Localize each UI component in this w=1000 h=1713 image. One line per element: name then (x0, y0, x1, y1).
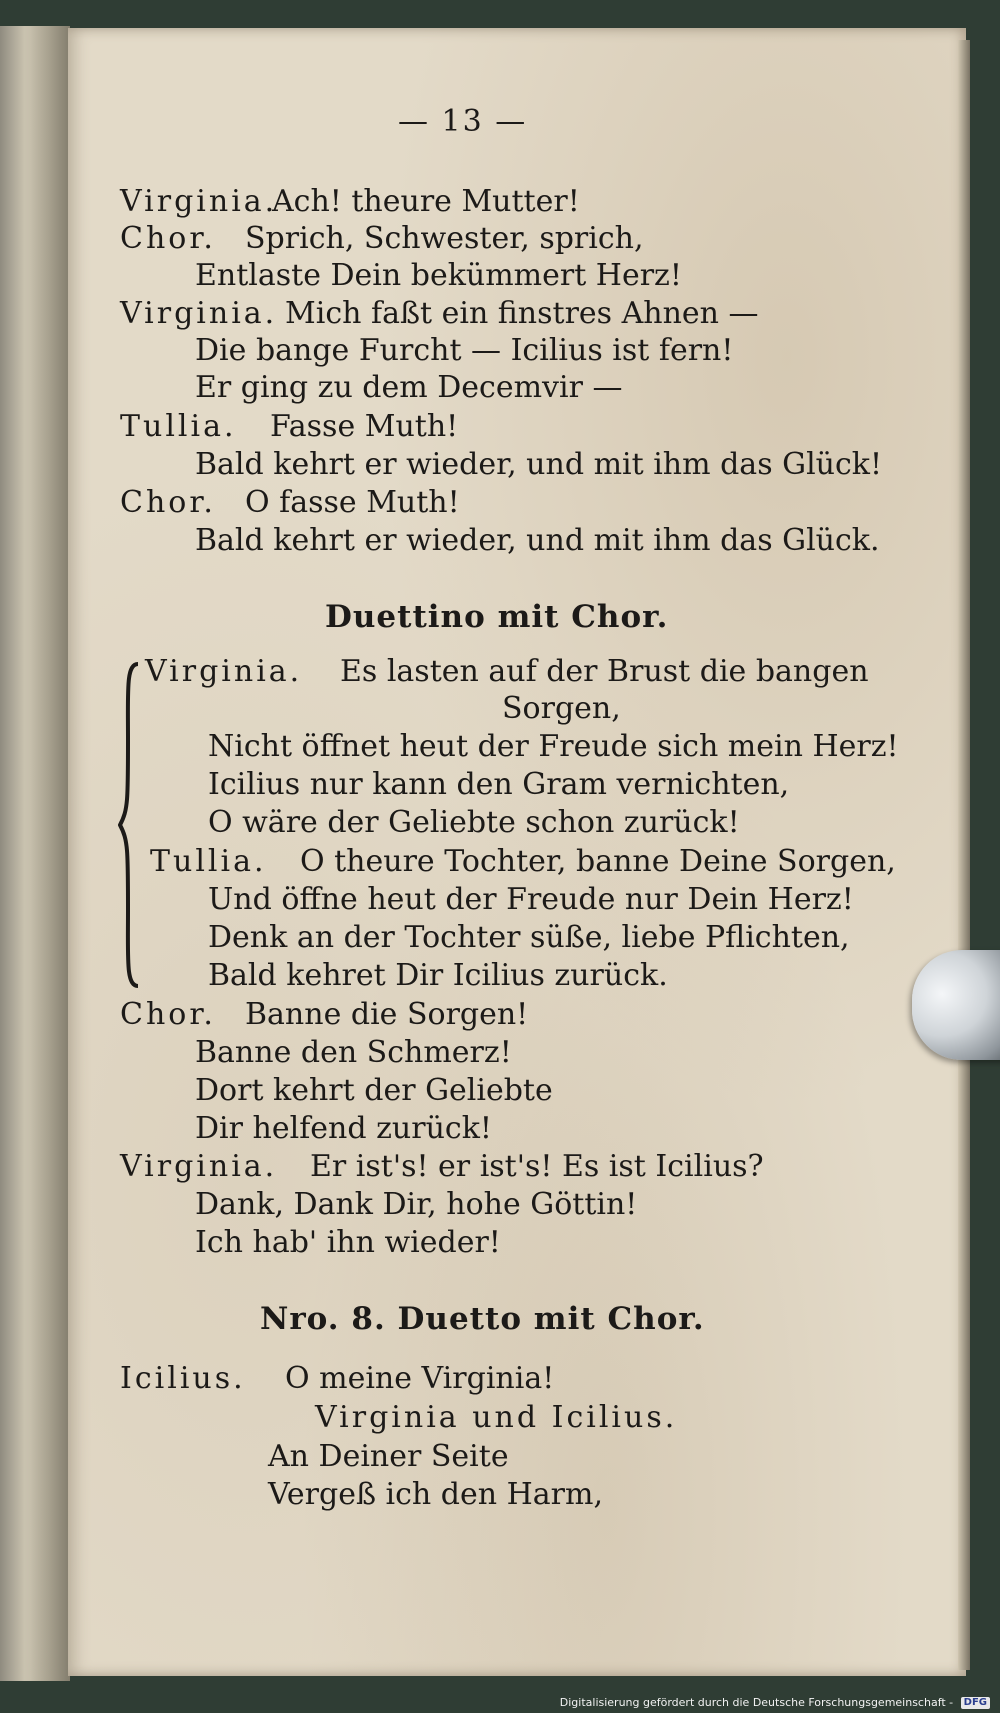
verse-line: Bald kehrt er wieder, und mit ihm das Glück. (195, 523, 880, 558)
verse-line: Fasse Muth! (270, 409, 459, 444)
speaker-label: Virginia. (145, 654, 303, 689)
section-heading: Nro. 8. Duetto mit Chor. (260, 1301, 705, 1337)
verse-line: An Deiner Seite (268, 1439, 509, 1474)
speaker-label: Chor. (120, 221, 216, 256)
speaker-label: Tullia. (120, 409, 237, 444)
page-clip (912, 950, 1000, 1060)
verse-line: O wäre der Geliebte schon zurück! (208, 805, 740, 840)
verse-line: Banne die Sorgen! (245, 997, 529, 1032)
verse-line: O meine Virginia! (285, 1361, 555, 1396)
verse-line: Er ging zu dem Decemvir — (195, 370, 623, 405)
section-heading: Duettino mit Chor. (325, 599, 669, 635)
brace-mark (118, 660, 142, 990)
verse-line: Dort kehrt der Geliebte (195, 1073, 553, 1108)
footer-text: Digitalisierung gefördert durch die Deutsche Forschungsgemeinschaft - (559, 1696, 954, 1709)
speaker-label: Tullia. (150, 844, 267, 879)
verse-line: Mich faßt ein finstres Ahnen — (285, 296, 759, 331)
verse-line: O fasse Muth! (245, 485, 460, 520)
verse-line: Es lasten auf der Brust die bangen (340, 654, 869, 689)
gutter-shadow (30, 26, 70, 1681)
speaker-label: Virginia. (120, 296, 278, 331)
verse-line: Icilius nur kann den Gram vernichten, (208, 767, 790, 802)
verse-line: Banne den Schmerz! (195, 1035, 512, 1070)
speaker-label: Chor. (120, 997, 216, 1032)
speaker-label: Icilius. (120, 1361, 246, 1396)
verse-line: Und öffne heut der Freude nur Dein Herz! (208, 882, 854, 917)
verse-line: Die bange Furcht — Icilius ist fern! (195, 333, 734, 368)
verse-line: Sorgen, (502, 691, 621, 726)
dfg-logo: DFG (961, 1697, 990, 1709)
speaker-label: Virginia. (120, 1149, 278, 1184)
verse-line: Denk an der Tochter süße, liebe Pflichten, (208, 920, 850, 955)
verse-line: Sprich, Schwester, sprich, (245, 221, 644, 256)
verse-line: O theure Tochter, banne Deine Sorgen, (300, 844, 896, 879)
verse-line: Ich hab' ihn wieder! (195, 1225, 501, 1260)
page-number: — 13 — (398, 104, 528, 139)
speaker-label: Virginia und Icilius. (315, 1400, 678, 1435)
footer-credit (0, 1696, 990, 1709)
verse-line: Entlaste Dein bekümmert Herz! (195, 258, 682, 293)
verse-line: Dank, Dank Dir, hohe Göttin! (195, 1187, 638, 1222)
speaker-label: Chor. (120, 485, 216, 520)
verse-line: Nicht öffnet heut der Freude sich mein Herz! (208, 729, 899, 764)
verse-line: Dir helfend zurück! (195, 1111, 492, 1146)
verse-line: Vergeß ich den Harm, (268, 1477, 603, 1512)
verse-line: Bald kehret Dir Icilius zurück. (208, 958, 668, 993)
page-edge-right (958, 40, 970, 1670)
verse-line: Er ist's! er ist's! Es ist Icilius? (310, 1149, 764, 1184)
verse-line: Ach! theure Mutter! (272, 184, 580, 219)
verse-line: Bald kehrt er wieder, und mit ihm das Glück! (195, 447, 883, 482)
speaker-label: Virginia. (120, 184, 278, 219)
